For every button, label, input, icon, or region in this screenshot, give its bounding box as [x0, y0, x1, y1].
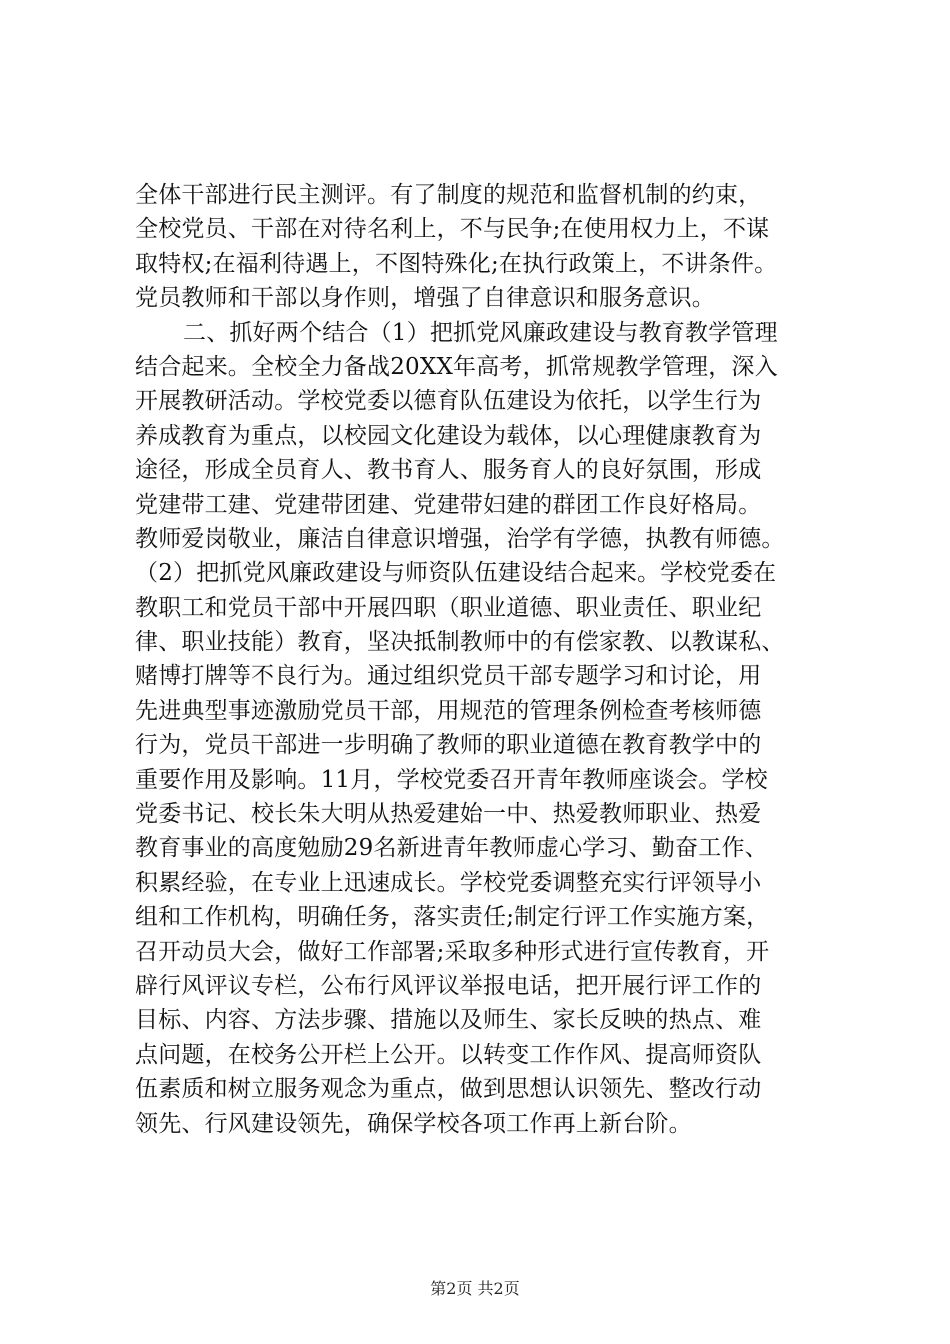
text-line: 途径，形成全员育人、教书育人、服务育人的良好氛围，形成	[135, 457, 762, 484]
text-line: 取特权;在福利待遇上，不图特殊化;在执行政策上，不讲条件。	[135, 250, 778, 277]
text-line: 伍素质和树立服务观念为重点，做到思想认识领先、整改行动	[135, 1076, 762, 1103]
text-line: 开展教研活动。学校党委以德育队伍建设为依托，以学生行为	[135, 388, 762, 415]
text-line: 结合起来。全校全力备战20XX年高考，抓常规教学管理，深入	[135, 353, 778, 380]
text-line: 积累经验，在专业上迅速成长。学校党委调整充实行评领导小	[135, 869, 762, 896]
paragraph-start-line: 二、抓好两个结合（1）把抓党风廉政建设与教育教学管理	[183, 319, 778, 346]
text-line: 全体干部进行民主测评。有了制度的规范和监督机制的约束，	[135, 182, 762, 208]
text-line: 点问题，在校务公开栏上公开。以转变工作作风、提高师资队	[135, 1041, 762, 1068]
text-line: 领先、行风建设领先，确保学校各项工作再上新台阶。	[135, 1110, 692, 1137]
text-line: 教师爱岗敬业，廉洁自律意识增强，治学有学德，执教有师德。	[135, 525, 785, 552]
text-line: 党建带工建、党建带团建、党建带妇建的群团工作良好格局。	[135, 491, 762, 518]
text-line: 教职工和党员干部中开展四职（职业道德、职业责任、职业纪	[135, 594, 762, 621]
text-line: 律、职业技能）教育，坚决抵制教师中的有偿家教、以教谋私、	[135, 629, 785, 656]
text-line: 目标、内容、方法步骤、措施以及师生、家长反映的热点、难	[135, 1007, 762, 1034]
text-line: （2）把抓党风廉政建设与师资队伍建设结合起来。学校党委在	[135, 560, 777, 587]
text-line: 党委书记、校长朱大明从热爱建始一中、热爱教师职业、热爱	[135, 801, 762, 828]
text-line: 重要作用及影响。11月，学校党委召开青年教师座谈会。学校	[135, 766, 768, 793]
text-line: 全校党员、干部在对待名利上，不与民争;在使用权力上，不谋	[135, 216, 770, 243]
page-number-footer: 第2页 共2页	[430, 1279, 520, 1298]
text-line: 赌博打牌等不良行为。通过组织党员干部专题学习和讨论，用	[135, 663, 762, 690]
text-line: 养成教育为重点，以校园文化建设为载体，以心理健康教育为	[135, 422, 762, 449]
body-text	[135, 178, 835, 1141]
text-line: 召开动员大会，做好工作部署;采取多种形式进行宣传教育，开	[135, 938, 770, 965]
text-line: 党员教师和干部以身作则，增强了自律意识和服务意识。	[135, 285, 715, 312]
text-line: 先进典型事迹激励党员干部，用规范的管理条例检查考核师德	[135, 697, 762, 724]
text-line: 行为，党员干部进一步明确了教师的职业道德在教育教学中的	[135, 732, 762, 759]
text-line: 组和工作机构，明确任务，落实责任;制定行评工作实施方案，	[135, 904, 770, 931]
text-line: 辟行风评议专栏，公布行风评议举报电话，把开展行评工作的	[135, 972, 762, 999]
text-line: 教育事业的高度勉励29名新进青年教师虚心学习、勤奋工作、	[135, 835, 768, 862]
